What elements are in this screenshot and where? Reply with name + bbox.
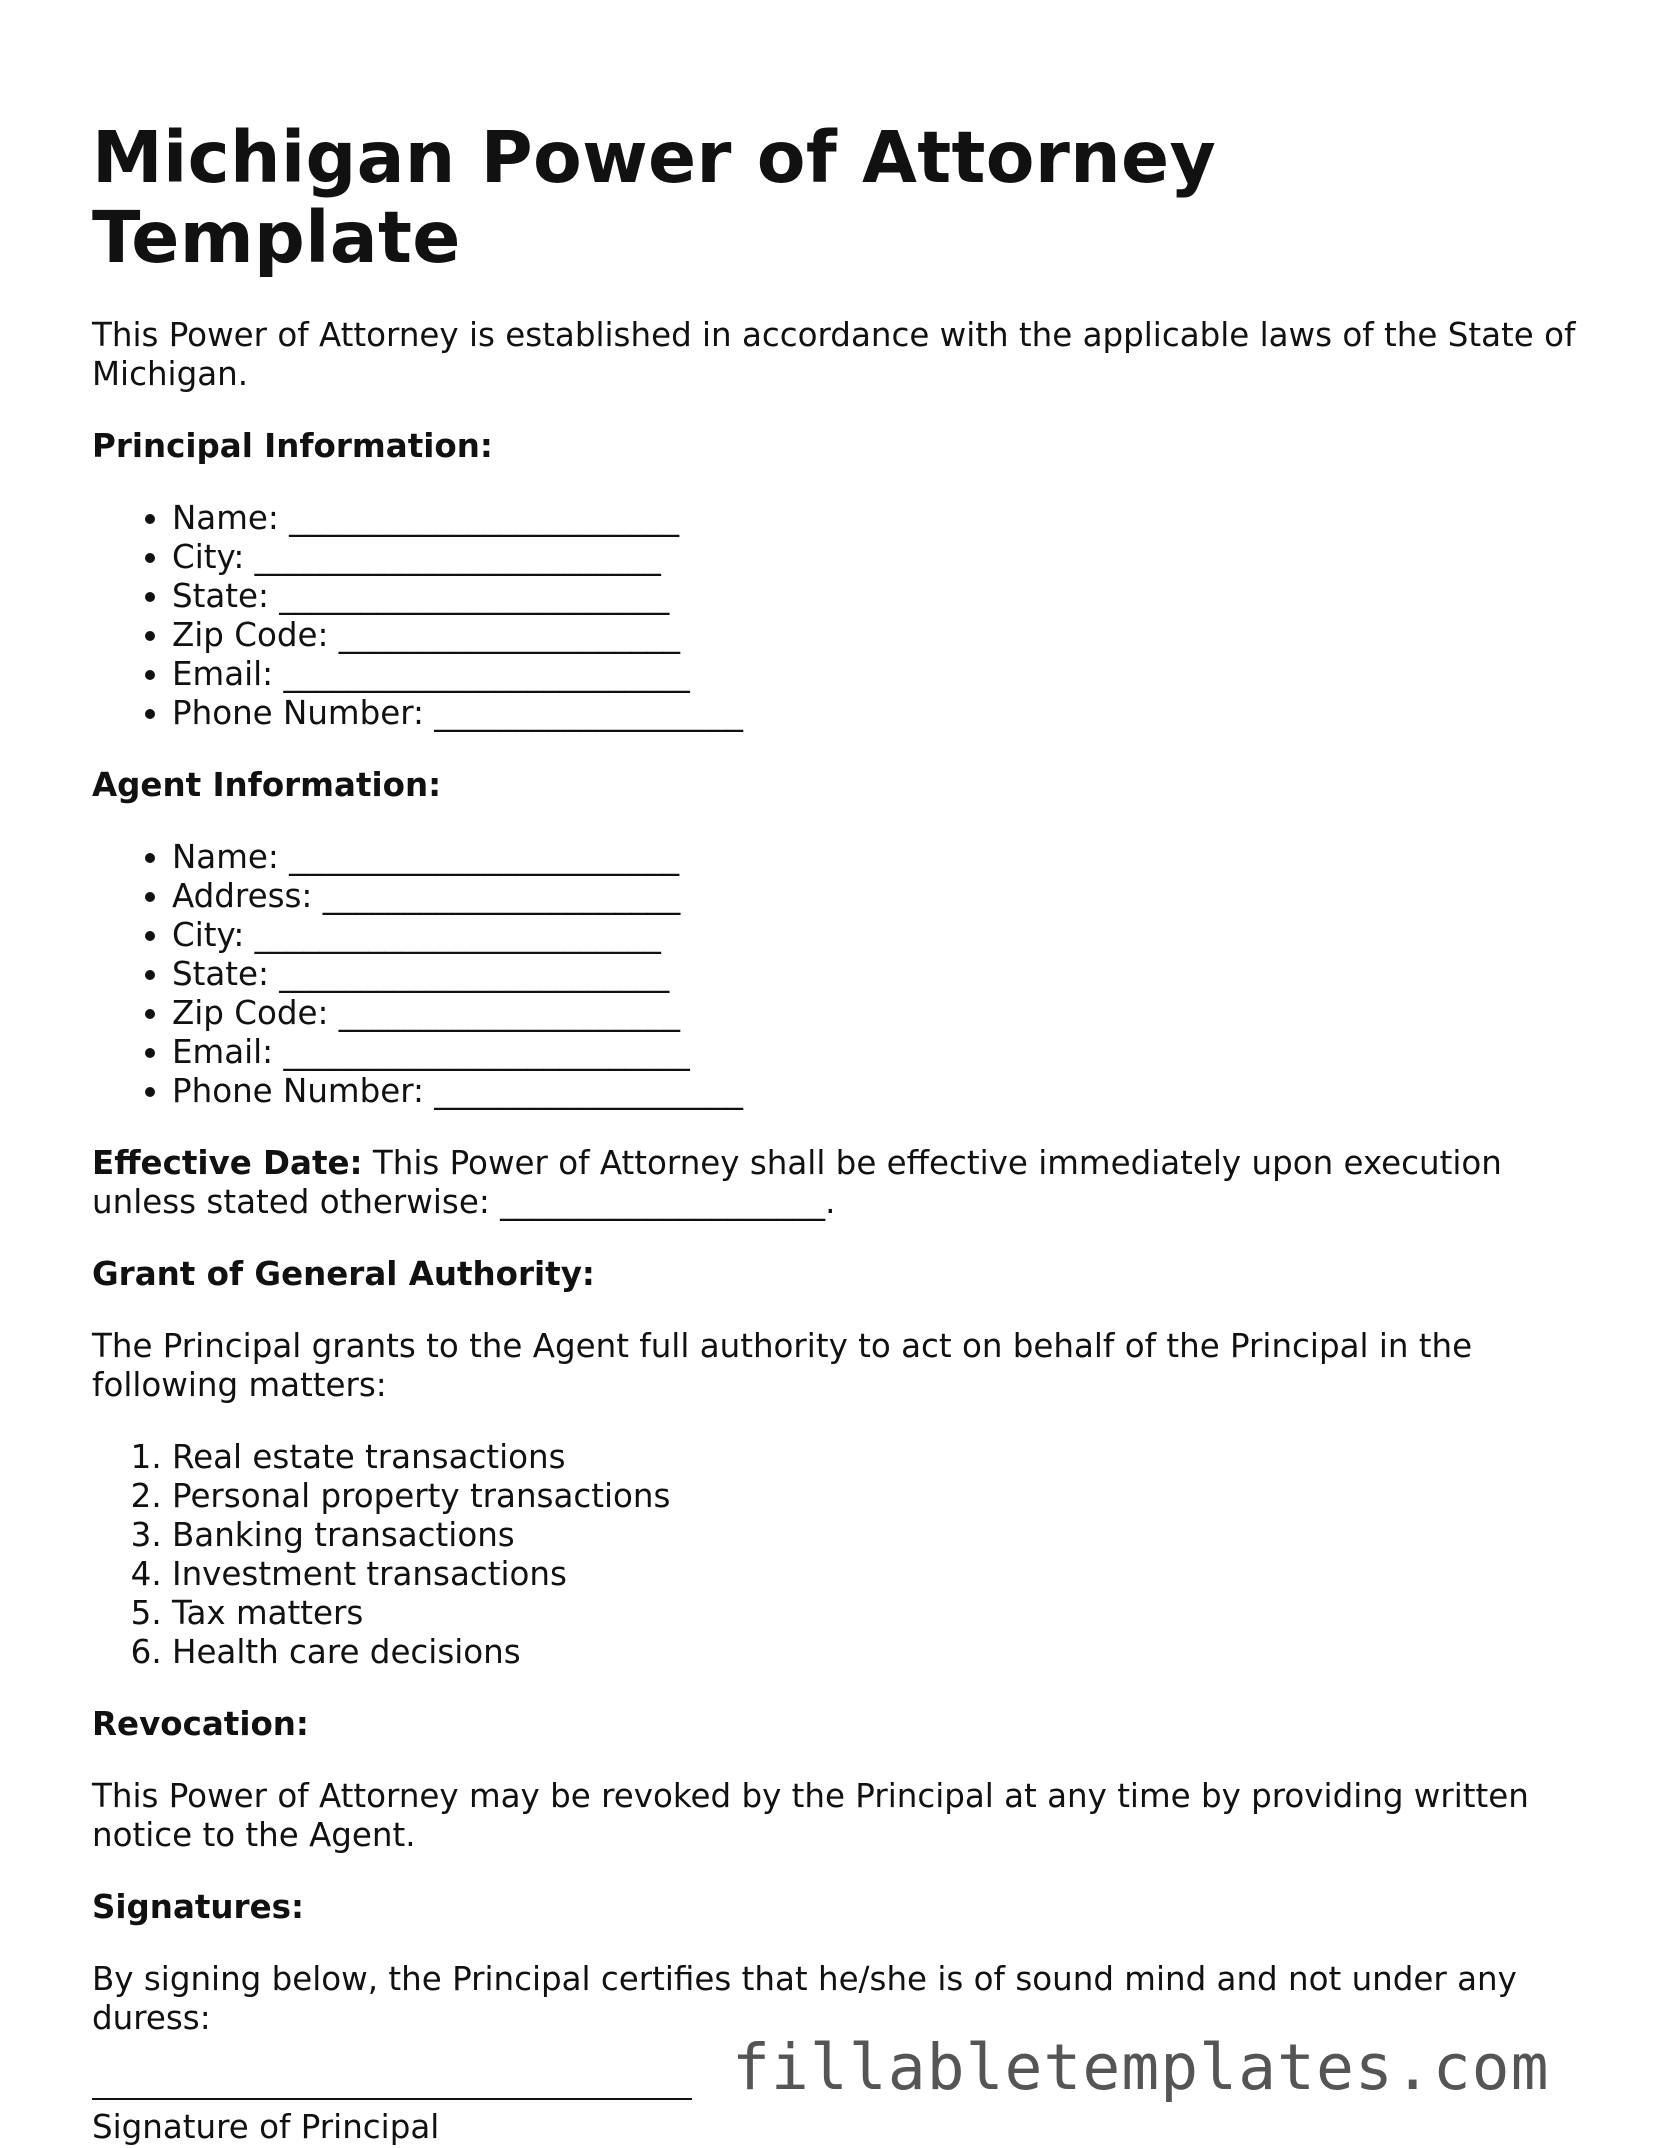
principal-city-field: • City: _________________________ — [172, 538, 1592, 577]
principal-name-field: • Name: ________________________ — [172, 499, 1592, 538]
grant-paragraph: The Principal grants to the Agent full authority to act on behalf of the Principal in the following matters: — [92, 1327, 1473, 1404]
revocation-heading: Revocation: — [92, 1705, 309, 1743]
watermark-text: fillabletemplates.com — [732, 2031, 1550, 2104]
effective-date-text: This Power of Attorney shall be effective immediately upon execution unless stated otherwise: ____________________. — [92, 1144, 1502, 1221]
principal-zip-field: • Zip Code: _____________________ — [172, 616, 1592, 655]
agent-fields-list — [92, 838, 1592, 1111]
signatures-heading: Signatures: — [92, 1888, 304, 1926]
authority-item: 1. Real estate transactions — [172, 1438, 1592, 1477]
authority-item: 5. Tax matters — [172, 1594, 1592, 1633]
authority-item: 4. Investment transactions — [172, 1555, 1592, 1594]
agent-city-field: • City: _________________________ — [172, 916, 1592, 955]
agent-name-field: • Name: ________________________ — [172, 838, 1592, 877]
agent-zip-field: • Zip Code: _____________________ — [172, 994, 1592, 1033]
principal-state-field: • State: ________________________ — [172, 577, 1592, 616]
effective-date-paragraph — [92, 1144, 1592, 1222]
signatures-paragraph: By signing below, the Principal certifies that he/she is of sound mind and not under any duress: — [92, 1960, 1517, 2037]
agent-phone-field: • Phone Number: ___________________ — [172, 1072, 1592, 1111]
authority-item: 3. Banking transactions — [172, 1516, 1592, 1555]
principal-signature-line — [92, 2098, 692, 2100]
authority-item: 2. Personal property transactions — [172, 1477, 1592, 1516]
agent-email-field: • Email: _________________________ — [172, 1033, 1592, 1072]
principal-phone-field: • Phone Number: ___________________ — [172, 694, 1592, 733]
effective-date-label: Effective Date: — [92, 1144, 363, 1182]
principal-email-field: • Email: _________________________ — [172, 655, 1592, 694]
authority-list — [92, 1438, 1592, 1672]
principal-heading: Principal Information: — [92, 427, 493, 465]
principal-signature-label: Signature of Principal — [92, 2108, 440, 2146]
intro-paragraph: This Power of Attorney is established in accordance with the applicable laws of the State of Michigan. — [92, 316, 1576, 393]
revocation-paragraph: This Power of Attorney may be revoked by the Principal at any time by providing written notice to the Agent. — [92, 1777, 1529, 1854]
principal-fields-list — [92, 499, 1592, 733]
agent-address-field: • Address: ______________________ — [172, 877, 1592, 916]
agent-state-field: • State: ________________________ — [172, 955, 1592, 994]
grant-heading: Grant of General Authority: — [92, 1255, 595, 1293]
document-title: Michigan Power of Attorney Template — [92, 116, 1217, 279]
authority-item: 6. Health care decisions — [172, 1633, 1592, 1672]
document-page — [92, 118, 1592, 2147]
agent-heading: Agent Information: — [92, 766, 442, 804]
